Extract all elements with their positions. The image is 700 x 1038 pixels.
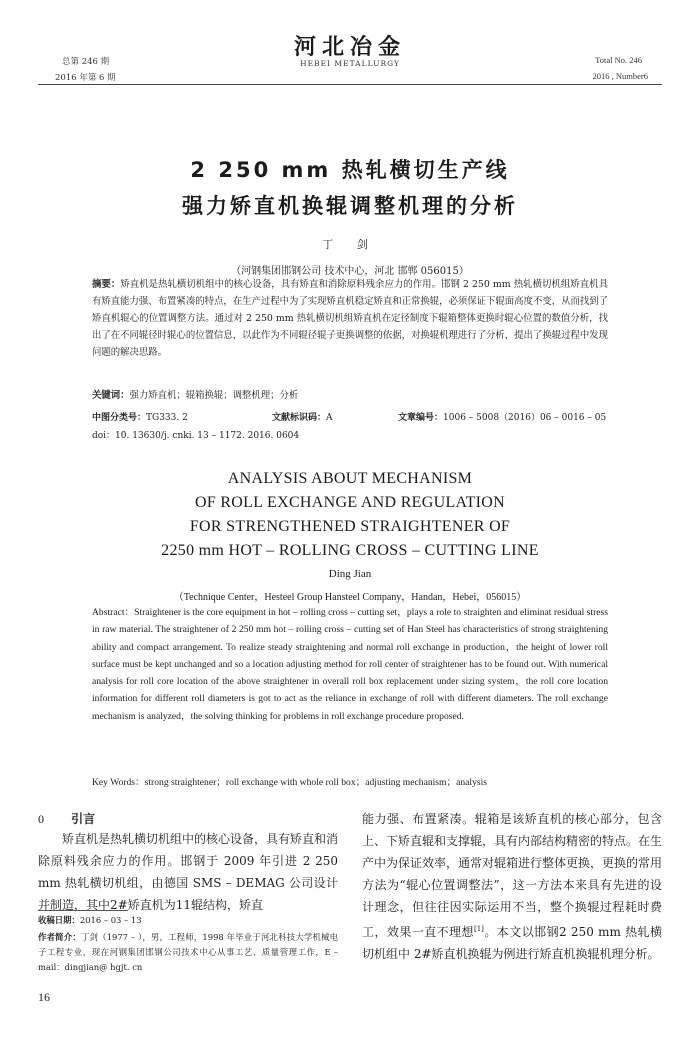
received-date: 2016 – 03 – 13 [79,915,142,925]
header-issue-cn: 2016 年第 6 期 [55,73,116,83]
keywords-cn-label: 关键词： [92,390,130,401]
clc-field [92,410,188,423]
keywords-cn [92,387,608,404]
author-en: Ding Jian [328,568,372,580]
affiliation-cn: （河钢集团邯钢公司 技术中心，河北 邯郸 056015） [231,266,469,277]
header-issue-en: 2016 , Number6 [592,71,648,81]
clc-value: TG333. 2 [146,413,188,423]
abstract-en [92,604,608,725]
article-number-label: 文章编号： [398,413,444,423]
section-title: 引言 [71,812,96,826]
header-total-en: Total No. 246 [595,55,642,65]
keywords-en [92,774,608,791]
author-bio-label: 作者简介： [38,932,81,942]
title-en-line2: OF ROLL EXCHANGE AND REGULATION [194,494,506,511]
keywords-en-label: Key Words： [92,777,145,788]
doi: doi：10. 13630/j. cnki. 13 – 1172. 2016. 0604 [92,431,300,441]
header-total-cn: 总第 246 期 [62,57,110,67]
author-cn: 丁 剑 [322,238,378,251]
section-heading [38,808,338,827]
keywords-cn-text: 强力矫直机；辊箱换辊；调整机理；分析 [129,390,299,401]
journal-name-cn: 河北冶金 [293,34,406,60]
abstract-cn [92,276,608,361]
page-number: 16 [38,990,50,1004]
article-number-value: 1006 – 5008（2016）06 – 0016 – 05 [443,413,607,423]
body-right-paragraph [362,808,662,965]
doc-code-label: 文献标识码： [272,413,327,423]
doc-code-field [272,410,333,423]
doc-code-value: A [326,413,333,423]
article-number-field [398,410,606,423]
author-bio-text: 丁剑（1977 – ），男，工程师，1998 年毕业于河北科技大学机械电子工程专业，现在河钢集团邯钢公司技术中心从事工艺、质量管理工作，E – mail：dingjian@ hgjt. cn [38,932,339,972]
journal-name-en: HEBEI METALLURGY [300,59,400,68]
citation-ref: [1] [474,925,484,933]
body-right-text: 能力强、布置紧凑。辊箱是该矫直机的核心部分，包含上、下矫直辊和支撑辊，具有内部结构精密的特点。在生产中为保证效率，通常对辊箱进行整体更换，更换的常用方法为“辊心位置调整法”，这一方法本来具有先进的设计理念，但往往因实际运用不当，整个换辊过程耗时费工，效果一直不理想 [362,812,663,939]
body-right-text-cont: 。本文以邯钢2 250 mm 热轧横切机组中 2#矫直机换辊为例进行矫直机换辊机理分析。 [362,925,662,961]
title-en-line1: ANALYSIS ABOUT MECHANISM [227,470,473,487]
section-number: 0 [38,812,44,826]
footnote-author-bio [38,930,338,975]
abstract-cn-label: 摘要： [92,279,121,290]
abstract-en-text: Straightener is the core equipment in hot – rolling cross – cutting set，plays a role to straighten and eliminat residual stress in raw material. The straightener of 2 250 mm hot – rolling cross – cutting set of Han Steel has characteristics of strong straightening ability and compact arrangement. To realize steady straightening and normal roll exchange in production，the height of lower roll surface must be kept unchanged and so a location adjusting method for roll center of straightener has to be found out. With numerical analysis for roll core location of the above straightener in overall roll box replacement under sizing system，the roll core location information for different roll diameters is got to act as the reliance in exchange of roll with different diameters. The roll exchange mechanism is analyzed，the solving thinking for problems in roll exchange procedure proposed. [92,607,608,722]
keywords-en-text: strong straightener；roll exchange with whole roll box；adjusting mechanism；analysis [144,777,487,788]
received-label: 收稿日期： [38,915,80,925]
title-en-line4: 2250 mm HOT – ROLLING CROSS – CUTTING LINE [161,542,539,559]
clc-label: 中图分类号： [92,413,147,423]
abstract-cn-text: 矫直机是热轧横切机组中的核心设备，具有矫直和消除原料残余应力的作用。邯钢 2 250 mm 热轧横切机组矫直机具有矫直能力强、布置紧凑的特点，在生产过程中为了实现矫直机稳定矫直和正常换辊，必须保证下辊面高度不变，从而找到了矫直机辊心的位置调整方法。通过对 2 250 mm 热轧横切机组矫直机在定径制度下辊箱整体更换时辊心位置的数值分析，找出了在不同辊径时辊心的位置信息，以此作为不同辊径辊子更换调整的依据，对换辊机理进行了分析，提出了换辊过程中发现问题的解决思路。 [92,279,608,358]
footnote-received [38,913,338,928]
affiliation-en: （Technique Center，Hesteel Group Hansteel Company，Handan，Hebei，056015） [173,592,527,603]
abstract-en-label: Abstract： [92,607,135,618]
title-cn-line2: 强力矫直机换辊调整机理的分析 [182,194,518,218]
title-en-line3: FOR STRENGTHENED STRAIGHTENER OF [189,518,511,535]
footnote-rule [38,910,128,911]
body-left-paragraph: 矫直机是热轧横切机组中的核心设备，具有矫直和消除原料残余应力的作用。邯钢于 2009 年引进 2 250 mm 热轧横切机组，由德国 SMS – DEMAG 公司设计并制造，其中2#矫直机为11辊结构，矫直 [38,832,339,912]
title-cn-line1: 2 250 mm 热轧横切生产线 [190,158,510,182]
header-rule [38,84,662,85]
